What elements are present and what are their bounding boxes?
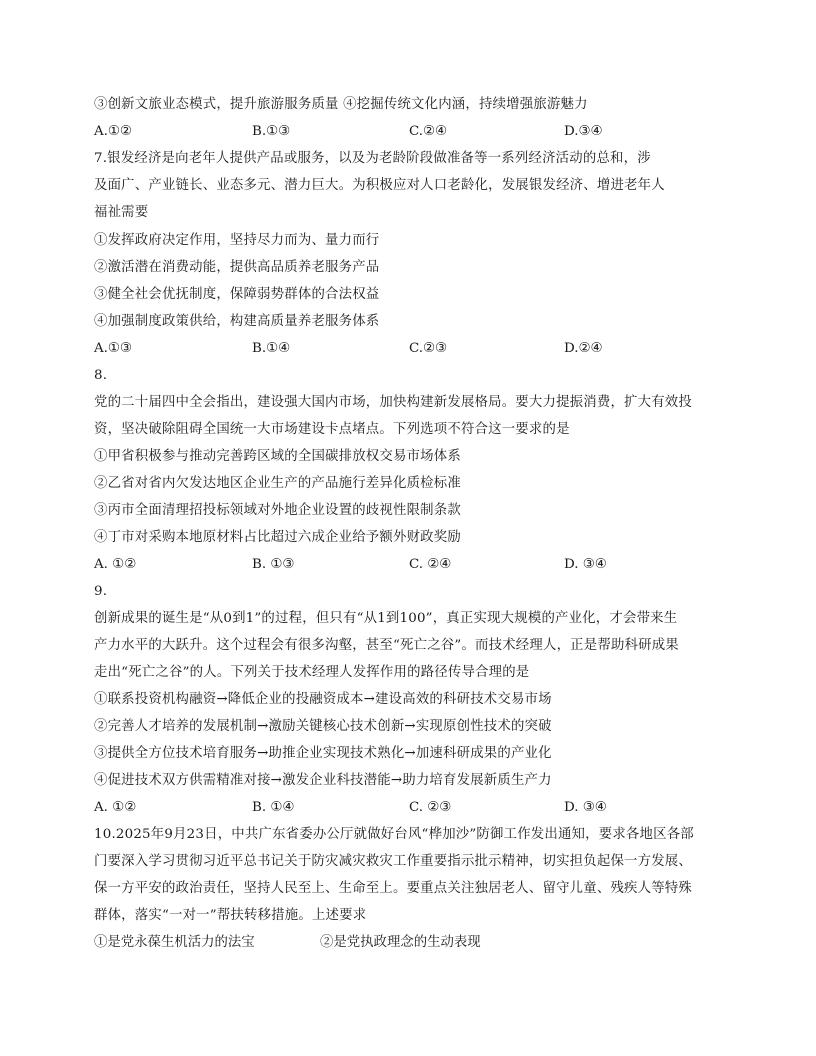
q9-item-4: ④促进技术双方供需精准对接→激发企业科技潜能→助力培育发展新质生产力 <box>94 773 552 788</box>
q8-number: 8. <box>94 368 108 383</box>
q10-stem-line-2: 门要深入学习贯彻习近平总书记关于防灾减灾救灾工作重要指示批示精神，切实担负起保一方发展、 <box>94 854 692 869</box>
choice-a: A. ①② <box>94 557 137 572</box>
q8-stem-line-1: 党的二十届四中全会指出，建设强大国内市场，加快构建新发展格局。要大力提振消费，扩大有效投 <box>94 395 692 410</box>
q8-item-3: ③丙市全面清理招投标领域对外地企业设置的歧视性限制条款 <box>94 503 461 518</box>
q8-item-2: ②乙省对省内欠发达地区企业生产的产品施行差异化质检标准 <box>94 476 461 491</box>
q9-answer-choices <box>94 798 734 818</box>
q7-item-1: ①发挥政府决定作用，坚持尽力而为、量力而行 <box>94 233 380 248</box>
q8-answer-choices <box>94 555 734 575</box>
q10-item-2: ②是党执政理念的生动表现 <box>320 935 481 950</box>
choice-a: A. ①② <box>94 800 137 815</box>
q7-item-4: ④加强制度政策供给，构建高质量养老服务体系 <box>94 314 380 329</box>
choice-a: A.①② <box>94 124 132 139</box>
q6-answer-choices <box>94 122 734 142</box>
q7-answer-choices <box>94 339 734 359</box>
choice-c: C.②③ <box>409 341 448 356</box>
choice-c: C. ②④ <box>409 557 452 572</box>
q10-stem-line-1: 10.2025年9月23日，中共广东省委办公厅就做好台风“桦加沙”防御工作发出通知，要求各地区各部 <box>94 827 694 842</box>
choice-d: D.③④ <box>564 124 603 139</box>
q7-stem-line-1: 7.银发经济是向老年人提供产品或服务，以及为老龄阶段做准备等一系列经济活动的总和，涉 <box>94 151 651 166</box>
q9-stem-line-1: 创新成果的诞生是“从0到1”的过程，但只有“从1到100”，真正实现大规模的产业化，才会带来生 <box>94 611 678 626</box>
q9-stem-line-3: 走出“死亡之谷”的人。下列关于技术经理人发挥作用的路径传导合理的是 <box>94 665 530 680</box>
choice-b: B. ①④ <box>252 800 295 815</box>
q7-stem-line-3: 福祉需要 <box>94 205 149 220</box>
q6-options-line: ③创新文旅业态模式，提升旅游服务质量 ④挖掘传统文化内涵，持续增强旅游魅力 <box>94 97 588 112</box>
choice-c: C. ②③ <box>409 800 452 815</box>
choice-d: D. ③④ <box>564 800 607 815</box>
q10-stem-line-3: 保一方平安的政治责任，坚持人民至上、生命至上。要重点关注独居老人、留守儿童、残疾人等特殊 <box>94 881 692 896</box>
q9-item-2: ②完善人才培养的发展机制→激励关键核心技术创新→实现原创性技术的突破 <box>94 719 552 734</box>
choice-a: A.①③ <box>94 341 132 356</box>
q7-item-2: ②激活潜在消费动能，提供高品质养老服务产品 <box>94 260 380 275</box>
choice-d: D. ③④ <box>564 557 607 572</box>
q8-stem-line-2: 资，坚决破除阻碍全国统一大市场建设卡点堵点。下列选项不符合这一要求的是 <box>94 422 570 437</box>
choice-d: D.②④ <box>564 341 603 356</box>
q9-number: 9. <box>94 584 108 599</box>
choice-c: C.②④ <box>409 124 448 139</box>
q9-item-3: ③提供全方位技术培育服务→助推企业实现技术熟化→加速科研成果的产业化 <box>94 746 552 761</box>
q10-item-1: ①是党永葆生机活力的法宝 <box>94 935 255 950</box>
choice-b: B. ①③ <box>252 557 295 572</box>
q9-stem-line-2: 产力水平的大跃升。这个过程会有很多沟壑，甚至“死亡之谷”。而技术经理人，正是帮助科研成果 <box>94 638 679 653</box>
q7-item-3: ③健全社会优抚制度，保障弱势群体的合法权益 <box>94 287 380 302</box>
choice-b: B.①④ <box>252 341 291 356</box>
q8-item-1: ①甲省积极参与推动完善跨区域的全国碳排放权交易市场体系 <box>94 449 461 464</box>
q8-item-4: ④丁市对采购本地原材料占比超过六成企业给予额外财政奖励 <box>94 530 461 545</box>
q9-item-1: ①联系投资机构融资→降低企业的投融资成本→建设高效的科研技术交易市场 <box>94 692 552 707</box>
q10-items-row <box>94 933 734 953</box>
q7-stem-line-2: 及面广、产业链长、业态多元、潜力巨大。为积极应对人口老龄化，发展银发经济、增进老年人 <box>94 178 665 193</box>
q10-stem-line-4: 群体，落实“一对一”帮扶转移措施。上述要求 <box>94 908 367 923</box>
choice-b: B.①③ <box>252 124 291 139</box>
